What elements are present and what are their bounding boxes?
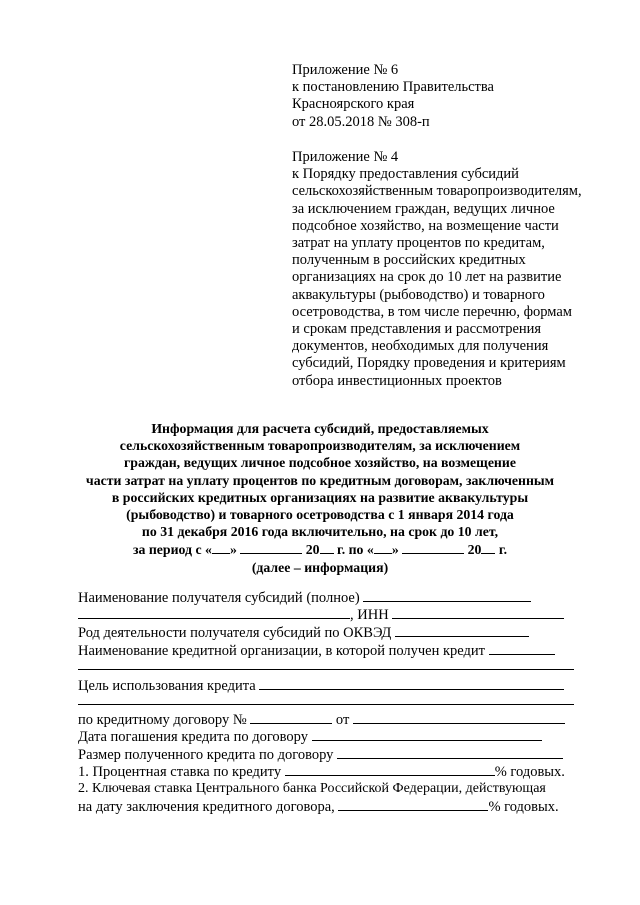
- activity-field[interactable]: [395, 623, 529, 637]
- recipient-name-field[interactable]: [363, 588, 531, 602]
- contract-date-field[interactable]: [353, 710, 565, 724]
- key-rate-suffix: % годовых.: [488, 799, 559, 815]
- appendix-line: от 28.05.2018 № 308-п: [292, 113, 430, 130]
- title-line: части затрат на уплату процентов по кредитным договорам, заключенным: [85, 472, 555, 488]
- amount-row: [78, 745, 578, 763]
- key-rate-label-continued: на дату заключения кредитного договора,: [78, 799, 335, 815]
- recipient-name-continued-field[interactable]: [78, 605, 350, 619]
- key-rate-row-1: [78, 780, 578, 798]
- repay-date-label: Дата погашения кредита по договору: [78, 729, 308, 745]
- appendix-line: к Порядку предоставления субсидий: [292, 166, 519, 183]
- inn-field[interactable]: [392, 605, 564, 619]
- credit-org-row: [78, 641, 578, 659]
- title-line: сельскохозяйственным товаропроизводителям, за исключением: [119, 438, 521, 454]
- rate-label: 1. Процентная ставка по кредиту: [78, 764, 282, 780]
- rate-field[interactable]: [285, 762, 495, 776]
- key-rate-field[interactable]: [338, 797, 488, 811]
- appendix-line: Приложение № 6: [292, 62, 399, 78]
- key-rate-label: 2. Ключевая ставка Центрального банка Российской Федерации, действующая: [78, 781, 546, 796]
- appendix-line: затрат на уплату процентов по кредитам,: [292, 235, 545, 252]
- appendix-line: Приложение № 4: [292, 149, 399, 165]
- contract-number-label: по кредитному договору №: [78, 712, 247, 728]
- activity-label: Род деятельности получателя субсидий по ОКВЭД: [78, 625, 392, 641]
- period-prefix: за период с «: [132, 542, 212, 558]
- title-line: по 31 декабря 2016 года включительно, на срок до 10 лет,: [141, 524, 499, 540]
- period-end: г.: [498, 542, 508, 558]
- recipient-inn-row: [78, 605, 578, 623]
- purpose-continued-field[interactable]: [78, 704, 574, 705]
- appendix-line: подсобное хозяйство, на возмещение части: [292, 217, 559, 234]
- appendix-line: субсидий, Порядку проведения и критериям: [292, 355, 566, 372]
- amount-field[interactable]: [337, 745, 563, 759]
- purpose-row: [78, 676, 578, 694]
- credit-org-continued-field[interactable]: [78, 669, 574, 670]
- title-line: в российских кредитных организациях на развитие аквакультуры: [111, 489, 529, 505]
- title-line: Информация для расчета субсидий, предоставляемых: [151, 421, 489, 436]
- credit-org-label: Наименование кредитной организации, в которой получен кредит: [78, 643, 486, 659]
- title-line: граждан, ведущих личное подсобное хозяйство, на возмещение: [124, 455, 516, 471]
- appendix-line: за исключением граждан, ведущих личное: [292, 200, 555, 217]
- appendix-line: к постановлению Правительства: [292, 79, 494, 96]
- period-year-prefix: 20: [467, 542, 482, 558]
- repay-date-field[interactable]: [312, 727, 542, 741]
- period-quote: »: [229, 542, 237, 558]
- recipient-name-row: [78, 588, 578, 606]
- recipient-name-label: Наименование получателя субсидий (полное): [78, 590, 360, 606]
- period-quote: »: [391, 542, 399, 558]
- period-year-prefix: 20: [305, 542, 320, 558]
- title-line: (рыбоводство) и товарного осетроводства с 1 января 2014 года: [126, 507, 514, 523]
- contract-number-field[interactable]: [250, 710, 332, 724]
- contract-from-label: от: [335, 712, 350, 728]
- rate-row: [78, 762, 578, 780]
- rate-suffix: % годовых.: [494, 764, 565, 780]
- activity-row: [78, 623, 578, 641]
- appendix-line: сельскохозяйственным товаропроизводителям,: [292, 183, 582, 200]
- appendix-line: полученным в российских кредитных: [292, 252, 526, 269]
- amount-label: Размер полученного кредита по договору: [78, 747, 334, 763]
- appendix-line: организациях на срок до 10 лет на развитие: [292, 269, 562, 286]
- title-last-line: (далее – информация): [251, 559, 389, 575]
- purpose-label: Цель использования кредита: [78, 678, 256, 694]
- key-rate-row-2: [78, 797, 578, 815]
- inn-label: , ИНН: [350, 607, 389, 623]
- contract-row: [78, 710, 578, 728]
- repay-date-row: [78, 727, 578, 745]
- appendix-line: документов, необходимых для получения: [292, 338, 549, 355]
- appendix-line: и срокам представления и рассмотрения: [292, 321, 542, 338]
- purpose-field[interactable]: [259, 676, 564, 690]
- appendix-line: аквакультуры (рыбоводство) и товарного: [292, 286, 545, 303]
- application-form: [78, 0, 578, 905]
- credit-org-field[interactable]: [489, 641, 555, 655]
- appendix-line: отбора инвестиционных проектов: [292, 372, 502, 389]
- appendix-line: Красноярского края: [292, 96, 415, 113]
- period-to: г. по «: [337, 542, 374, 558]
- appendix-line: осетроводства, в том числе перечню, формам: [292, 303, 572, 320]
